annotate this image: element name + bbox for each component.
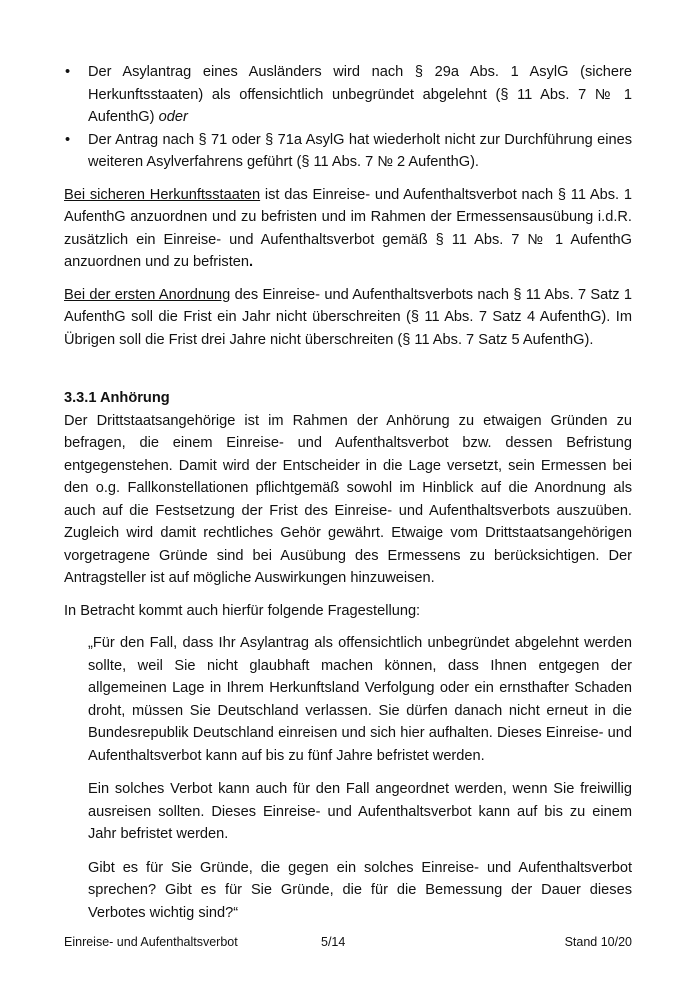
paragraph-text: ist das Einreise- und Aufenthaltsverbot nach § 11 Abs. 1 AufenthG anzuordnen und zu befristen und im Rahmen der Ermessensausübung i.d.R. zusätzlich ein Einreise- und Aufenthaltsverbot gemäß § 11 Abs. 7 № 1 AufenthG anzuordnen und zu befristen — [64, 186, 632, 270]
section-body: Der Drittstaatsangehörige ist im Rahmen der Anhörung zu etwaigen Gründen zu befragen, die einem Einreise- und Aufenthaltsverbot bzw. dessen Befristung entgegenstehen. Damit wird der Entscheider in die Lage versetzt, sein Ermessen bei den o.g. Fallkonstellationen pflichtgemäß sowohl im Hinblick auf die Anordnung als auch auf die Festsetzung der Frist des Einreise- und Aufenthaltsverbots auszuüben. Zugleich wird damit rechtliches Gehör gewährt. Etwaige vom Drittstaatsangehörigen vorgetragene Gründe sind bei Ausübung des Ermessens zu berücksichtigen. Der Antragsteller ist auf mögliche Auswirkungen hinzuweisen. — [64, 412, 632, 586]
quote-paragraph: Gibt es für Sie Gründe, die gegen ein solches Einreise- und Aufenthaltsverbot sprechen? Gibt es für Sie Gründe, die für die Bemessung der Dauer dieses Verbotes wichtig sind?“ — [88, 859, 632, 921]
paragraph-text: des Einreise- und Aufenthaltsverbots nach § 11 Abs. 7 Satz 1 AufenthG soll die Frist ein Jahr nicht überschreiten (§ 11 Abs. 7 Satz 4 AufenthG). Im Übrigen soll die Frist drei Jahre nicht überschreiten (§ 11 Abs. 7 Satz 5 AufenthG). — [64, 286, 632, 348]
bullet-text: Der Antrag nach § 71 oder § 71a AsylG hat wiederholt nicht zur Durchführung eines weiteren Asylverfahrens geführt (§ 11 Abs. 7 № 2 AufenthG). — [88, 131, 632, 170]
bullet-list — [64, 61, 632, 174]
footer-version: Stand 10/20 — [564, 935, 632, 949]
section-spacer — [64, 361, 632, 387]
footer-title: Einreise- und Aufenthaltsverbot — [64, 935, 238, 949]
bullet-item — [64, 129, 632, 174]
page-content — [64, 61, 632, 935]
section-heading: 3.3.1 Anhörung — [64, 390, 170, 406]
underlined-lead: Bei der ersten Anordnung — [64, 286, 231, 303]
quote-paragraph: Ein solches Verbot kann auch für den Fall angeordnet werden, wenn Sie freiwillig ausreisen sollten. Dieses Einreise- und Aufenthaltsverbot kann auf bis zu einem Jahr befristet werden. — [88, 781, 632, 842]
bullet-text: Der Asylantrag eines Ausländers wird nach § 29a Abs. 1 AsylG (sichere Herkunftsstaaten) als offensichtlich unbegründet abgelehnt (§ 11 Abs. 7 № 1 AufenthG) — [88, 64, 632, 125]
bullet-item — [64, 61, 632, 129]
quote-paragraph: „Für den Fall, dass Ihr Asylantrag als offensichtlich unbegründet abgelehnt werden sollte, weil Sie nicht glaubhaft machen können, dass Ihnen entgegen der allgemeinen Lage in Ihrem Herkunftsland Verfolgung oder ein ernsthafter Schaden droht, müssen Sie Deutschland verlassen. Sie dürfen danach nicht erneut in die Bundesrepublik Deutschland einreisen und sich hier aufhalten. Dieses Einreise- und Aufenthaltsverbot kann auf bis zu fünf Jahre befristet werden. — [88, 635, 632, 764]
paragraph-first-order — [64, 284, 632, 352]
bullet-icon: • — [65, 131, 71, 148]
section-intro: In Betracht kommt auch hierfür folgende Fragestellung: — [64, 602, 421, 619]
page-footer — [64, 934, 632, 954]
paragraph-end: . — [249, 254, 254, 270]
bullet-icon: • — [65, 64, 71, 80]
footer-page-number: 5/14 — [321, 935, 346, 949]
bullet-emphasis: oder — [158, 109, 188, 125]
underlined-lead: Bei sicheren Herkunftsstaaten — [64, 186, 261, 203]
paragraph-safe-countries — [64, 184, 632, 274]
interview-question-quote — [88, 632, 632, 924]
